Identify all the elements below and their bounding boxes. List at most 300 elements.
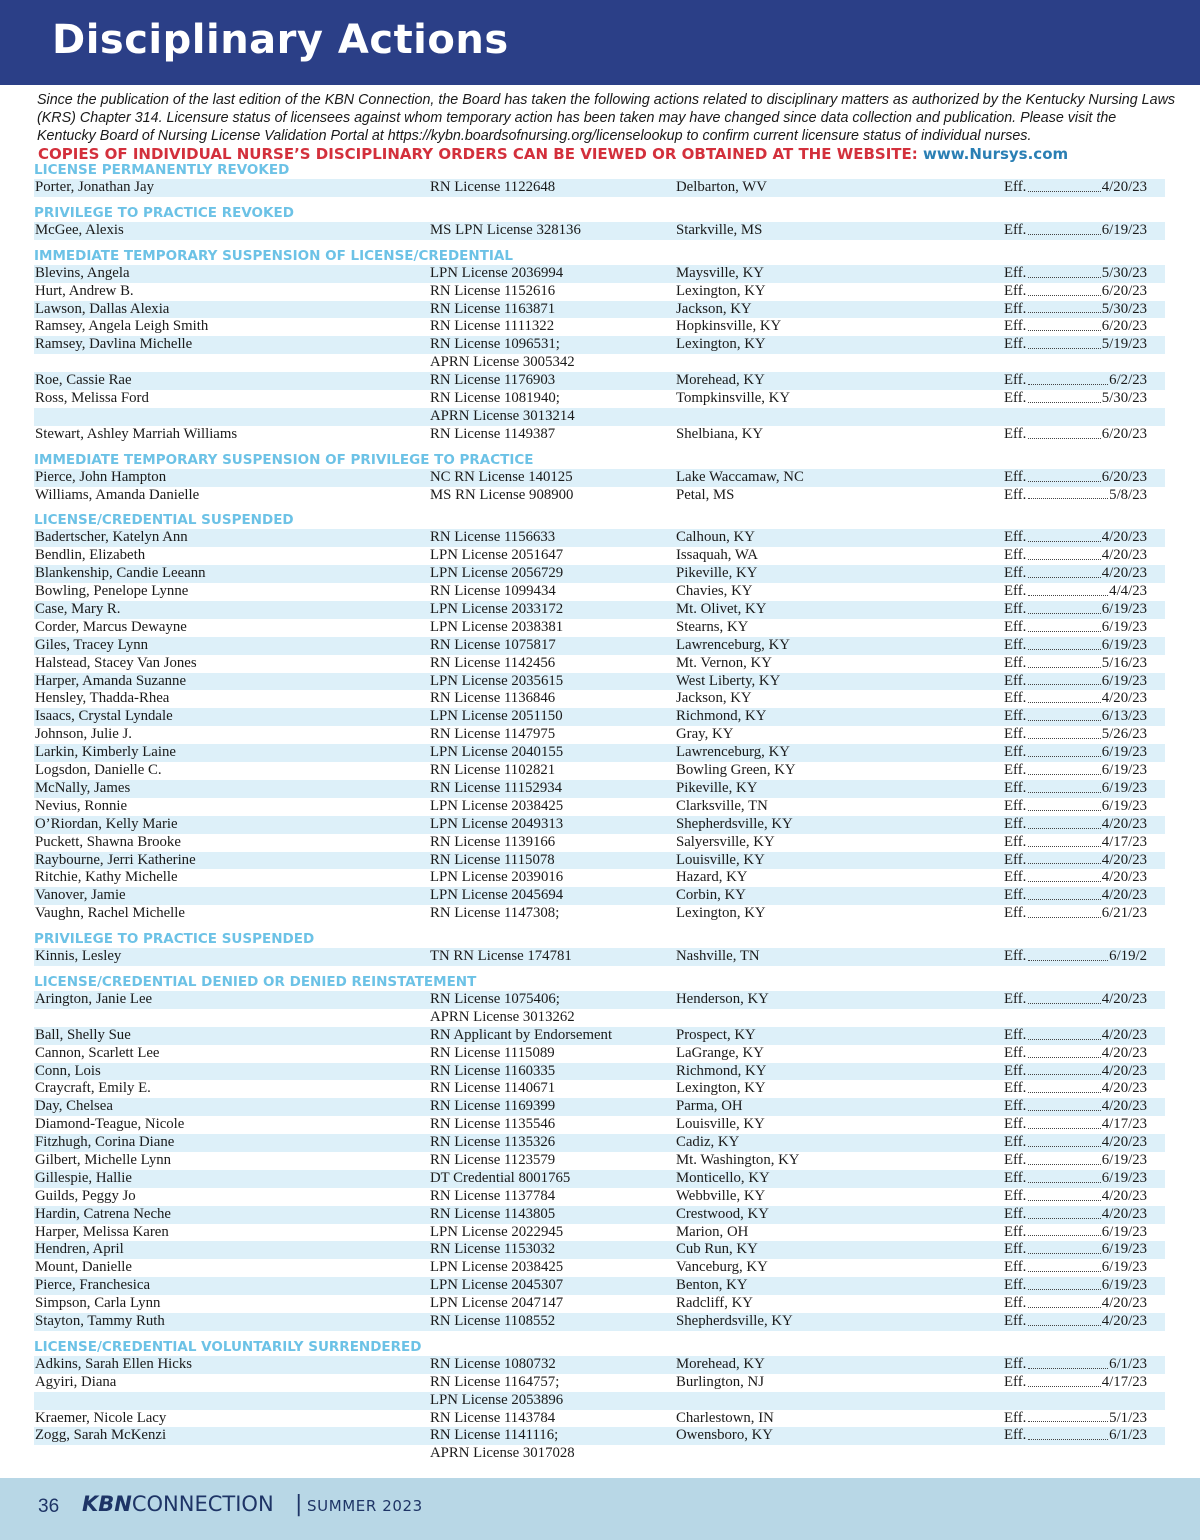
- licensee-name: Agyiri, Diana: [35, 1373, 117, 1390]
- dot-leader: [1028, 565, 1100, 578]
- date-value: 4/20/23: [1101, 1134, 1147, 1151]
- license-number: LPN License 2033172: [430, 601, 564, 618]
- dot-leader: [1028, 547, 1100, 560]
- section-7: [34, 1339, 1165, 1463]
- table-row: [34, 1080, 1165, 1098]
- section-1: [34, 205, 1165, 240]
- dot-leader: [1028, 1374, 1100, 1387]
- effective-date: [1004, 690, 1147, 708]
- license-number: LPN License 2040155: [430, 744, 564, 761]
- eff-label: Eff.: [1004, 744, 1027, 761]
- licensee-name: McNally, James: [35, 779, 131, 796]
- license-number: RN License 1153032: [430, 1241, 556, 1258]
- licensee-name: Corder, Marcus Dewayne: [35, 618, 187, 635]
- location: Jackson, KY: [676, 300, 752, 317]
- dot-leader: [1028, 301, 1100, 314]
- effective-date: [1004, 1241, 1147, 1259]
- license-number: LPN License 2022945: [430, 1223, 564, 1240]
- eff-label: Eff.: [1004, 815, 1027, 832]
- licensee-name: Ritchie, Kathy Michelle: [35, 869, 178, 886]
- location: Owensboro, KY: [676, 1427, 773, 1444]
- effective-date: [1004, 673, 1147, 691]
- location: Lake Waccamaw, NC: [676, 468, 804, 485]
- location: Tompkinsville, KY: [676, 390, 791, 407]
- eff-label: Eff.: [1004, 779, 1027, 796]
- license-number: MS LPN License 328136: [430, 221, 581, 238]
- effective-date: [1004, 1427, 1147, 1445]
- license-number: LPN License 2045694: [430, 887, 564, 904]
- table-row: [34, 1045, 1165, 1063]
- table-row: [34, 1170, 1165, 1188]
- effective-date: [1004, 798, 1147, 816]
- dot-leader: [1028, 1313, 1100, 1326]
- date-value: 5/30/23: [1101, 264, 1147, 281]
- eff-label: Eff.: [1004, 762, 1027, 779]
- dot-leader: [1028, 619, 1100, 632]
- date-value: 5/30/23: [1101, 300, 1147, 317]
- table-row: [34, 1188, 1165, 1206]
- location: Mt. Washington, KY: [676, 1151, 800, 1168]
- date-value: 6/13/23: [1101, 708, 1147, 725]
- table-row: [34, 1027, 1165, 1045]
- disciplinary-list: [34, 162, 1165, 1471]
- eff-label: Eff.: [1004, 565, 1027, 582]
- table-row: [34, 1241, 1165, 1259]
- effective-date: [1004, 991, 1147, 1009]
- license-number: RN License 1176903: [430, 372, 556, 389]
- effective-date: [1004, 869, 1147, 887]
- licensee-name: [34, 1445, 430, 1463]
- licensee-name: Halstead, Stacey Van Jones: [35, 654, 197, 671]
- dot-leader: [1028, 798, 1100, 811]
- location: Marion, OH: [676, 1223, 749, 1240]
- table-row: [34, 1134, 1165, 1152]
- table-row: [34, 179, 1165, 197]
- table-row: [34, 816, 1165, 834]
- eff-label: Eff.: [1004, 690, 1027, 707]
- location: Cadiz, KY: [676, 1134, 740, 1151]
- eff-label: Eff.: [1004, 1427, 1027, 1444]
- license-number: RN License 1111322: [430, 318, 555, 335]
- location: Salyersville, KY: [676, 833, 775, 850]
- location: Prospect, KY: [676, 1026, 756, 1043]
- licensee-name: Vanover, Jamie: [35, 887, 126, 904]
- effective-date: [1004, 565, 1147, 583]
- license-number: LPN License 2038381: [430, 618, 564, 635]
- location: Nashville, TN: [676, 948, 760, 965]
- eff-label: Eff.: [1004, 833, 1027, 850]
- table-row: [34, 798, 1165, 816]
- effective-date: [1004, 816, 1147, 834]
- location: Lexington, KY: [676, 282, 766, 299]
- effective-date: [1004, 1259, 1147, 1277]
- section-title: LICENSE/CREDENTIAL DENIED OR DENIED REINSTATEMENT: [34, 973, 477, 990]
- table-row: [34, 1224, 1165, 1242]
- license-number: RN Applicant by Endorsement: [430, 1026, 613, 1043]
- location: Shepherdsville, KY: [676, 815, 793, 832]
- license-number: DT Credential 8001765: [430, 1169, 571, 1186]
- dot-leader: [1028, 1356, 1108, 1369]
- eff-label: Eff.: [1004, 221, 1027, 238]
- table-row: [34, 565, 1165, 583]
- licensee-name: Williams, Amanda Danielle: [35, 486, 200, 503]
- eff-label: Eff.: [1004, 486, 1027, 503]
- effective-date: [1004, 780, 1147, 798]
- licensee-name: [34, 408, 430, 426]
- dot-leader: [1028, 1045, 1100, 1058]
- license-number: RN License 1096531;: [430, 336, 560, 353]
- license-number: LPN License 2051647: [430, 547, 564, 564]
- date-value: 6/19/23: [1101, 618, 1147, 635]
- location: Radcliff, KY: [676, 1295, 753, 1312]
- effective-date: [1004, 834, 1147, 852]
- date-value: 6/19/23: [1101, 1277, 1147, 1294]
- section-title: PRIVILEGE TO PRACTICE SUSPENDED: [34, 931, 315, 948]
- dot-leader: [1028, 318, 1100, 331]
- date-value: 5/8/23: [1109, 486, 1147, 503]
- location: Henderson, KY: [676, 990, 769, 1007]
- table-row: [34, 1152, 1165, 1170]
- effective-date: [1004, 1392, 1147, 1410]
- dot-leader: [1028, 469, 1100, 482]
- dot-leader: [1028, 816, 1100, 829]
- date-value: 4/20/23: [1101, 529, 1147, 546]
- location: [676, 1445, 1004, 1463]
- eff-label: Eff.: [1004, 318, 1027, 335]
- effective-date: [1004, 1374, 1147, 1392]
- dot-leader: [1028, 637, 1100, 650]
- date-value: 6/20/23: [1101, 425, 1147, 442]
- table-row: [34, 222, 1165, 240]
- licensee-name: Arington, Janie Lee: [35, 990, 153, 1007]
- header-banner: [0, 0, 1200, 85]
- license-number: RN License 1135546: [430, 1116, 556, 1133]
- dot-leader: [1028, 1116, 1100, 1129]
- licensee-name: Porter, Jonathan Jay: [35, 179, 154, 195]
- license-number: LPN License 2056729: [430, 565, 564, 582]
- location: Richmond, KY: [676, 1062, 767, 1079]
- eff-label: Eff.: [1004, 726, 1027, 743]
- table-row: [34, 619, 1165, 637]
- table-row: [34, 601, 1165, 619]
- section-title: LICENSE PERMANENTLY REVOKED: [34, 162, 290, 178]
- date-value: 6/20/23: [1101, 282, 1147, 299]
- date-value: 4/20/23: [1101, 815, 1147, 832]
- eff-label: Eff.: [1004, 425, 1027, 442]
- date-value: 6/19/23: [1101, 636, 1147, 653]
- table-row: [34, 336, 1165, 354]
- location: Petal, MS: [676, 486, 735, 503]
- dot-leader: [1028, 1410, 1108, 1423]
- eff-label: Eff.: [1004, 905, 1027, 922]
- licensee-name: Stayton, Tammy Ruth: [35, 1312, 165, 1329]
- location: Pikeville, KY: [676, 779, 758, 796]
- nursys-link[interactable]: www.Nursys.com: [923, 145, 1069, 163]
- licensee-name: Nevius, Ronnie: [35, 797, 128, 814]
- effective-date: [1004, 336, 1147, 354]
- license-number: RN License 1122648: [430, 179, 556, 195]
- date-value: 5/30/23: [1101, 390, 1147, 407]
- eff-label: Eff.: [1004, 1134, 1027, 1151]
- effective-date: [1004, 1027, 1147, 1045]
- table-row: [34, 708, 1165, 726]
- effective-date: [1004, 1116, 1147, 1134]
- table-row: [34, 1410, 1165, 1428]
- date-value: 4/20/23: [1101, 851, 1147, 868]
- date-value: 4/20/23: [1101, 1026, 1147, 1043]
- licensee-name: Blevins, Angela: [35, 264, 130, 281]
- effective-date: [1004, 601, 1147, 619]
- date-value: 4/20/23: [1101, 990, 1147, 1007]
- effective-date: [1004, 1410, 1147, 1428]
- license-number: TN RN License 174781: [430, 948, 572, 965]
- eff-label: Eff.: [1004, 797, 1027, 814]
- licensee-name: Hendren, April: [35, 1241, 124, 1258]
- eff-label: Eff.: [1004, 851, 1027, 868]
- eff-label: Eff.: [1004, 1098, 1027, 1115]
- table-row: [34, 372, 1165, 390]
- effective-date: [1004, 487, 1147, 505]
- table-row: [34, 673, 1165, 691]
- effective-date: [1004, 265, 1147, 283]
- table-row: [34, 318, 1165, 336]
- date-value: 5/19/23: [1101, 336, 1147, 353]
- effective-date: [1004, 318, 1147, 336]
- location: Burlington, NJ: [676, 1373, 764, 1390]
- date-value: 6/19/23: [1101, 672, 1147, 689]
- dot-leader: [1028, 390, 1100, 403]
- effective-date: [1004, 762, 1147, 780]
- page-footer: [0, 1478, 1200, 1540]
- location: Corbin, KY: [676, 887, 746, 904]
- date-value: 4/20/23: [1101, 1295, 1147, 1312]
- location: Chavies, KY: [676, 583, 753, 600]
- dot-leader: [1028, 762, 1100, 775]
- brand-connection: CONNECTION: [131, 1492, 274, 1516]
- license-number: RN License 1080732: [430, 1355, 556, 1372]
- license-number: RN License 1149387: [430, 425, 556, 442]
- licensee-name: Stewart, Ashley Marriah Williams: [35, 425, 238, 442]
- license-number: RN License 1164757;: [430, 1373, 560, 1390]
- eff-label: Eff.: [1004, 1116, 1027, 1133]
- license-number: RN License 1160335: [430, 1062, 556, 1079]
- date-value: 6/20/23: [1101, 468, 1147, 485]
- licensee-name: McGee, Alexis: [35, 221, 124, 238]
- table-row: [34, 1009, 1165, 1027]
- licensee-name: Simpson, Carla Lynn: [35, 1295, 161, 1312]
- license-number: LPN License 2035615: [430, 672, 564, 689]
- licensee-name: Bowling, Penelope Lynne: [35, 583, 189, 600]
- dot-leader: [1028, 601, 1100, 614]
- licensee-name: Diamond-Teague, Nicole: [35, 1116, 185, 1133]
- effective-date: [1004, 529, 1147, 547]
- location: Starkville, MS: [676, 221, 763, 238]
- table-row: [34, 1392, 1165, 1410]
- date-value: 6/19/23: [1101, 601, 1147, 618]
- effective-date: [1004, 637, 1147, 655]
- eff-label: Eff.: [1004, 1259, 1027, 1276]
- license-number: RN License 11152934: [430, 779, 563, 796]
- effective-date: [1004, 1445, 1147, 1463]
- page-title: Disciplinary Actions: [52, 17, 509, 63]
- license-number: RN License 1163871: [430, 300, 556, 317]
- license-number: RN License 1143784: [430, 1409, 556, 1426]
- license-number: APRN License 3013214: [430, 407, 575, 424]
- location: [676, 354, 1004, 372]
- issue-label: SUMMER 2023: [307, 1497, 423, 1515]
- license-number: RN License 1075817: [430, 636, 556, 653]
- table-row: [34, 869, 1165, 887]
- location: Calhoun, KY: [676, 529, 755, 546]
- table-row: [34, 834, 1165, 852]
- license-number: RN License 1099434: [430, 583, 556, 600]
- dot-leader: [1028, 673, 1100, 686]
- license-number: RN License 1142456: [430, 654, 556, 671]
- location: Morehead, KY: [676, 1355, 765, 1372]
- dot-leader: [1028, 372, 1108, 385]
- eff-label: Eff.: [1004, 1277, 1027, 1294]
- licensee-name: Hensley, Thadda-Rhea: [35, 690, 170, 707]
- licensee-name: Kinnis, Lesley: [35, 948, 122, 965]
- effective-date: [1004, 1206, 1147, 1224]
- section-5: [34, 931, 1165, 966]
- eff-label: Eff.: [1004, 654, 1027, 671]
- date-value: 6/19/23: [1101, 744, 1147, 761]
- section-title: LICENSE/CREDENTIAL SUSPENDED: [34, 512, 294, 529]
- dot-leader: [1028, 780, 1100, 793]
- dot-leader: [1028, 1063, 1100, 1076]
- table-row: [34, 690, 1165, 708]
- dot-leader: [1028, 1027, 1100, 1040]
- location: Delbarton, WV: [676, 179, 767, 195]
- eff-label: Eff.: [1004, 390, 1027, 407]
- location: Benton, KY: [676, 1277, 748, 1294]
- table-row: [34, 583, 1165, 601]
- table-row: [34, 762, 1165, 780]
- license-number: APRN License 3013262: [430, 1008, 575, 1025]
- dot-leader: [1028, 426, 1100, 439]
- licensee-name: Guilds, Peggy Jo: [35, 1187, 136, 1204]
- license-number: RN License 1115089: [430, 1044, 555, 1061]
- licensee-name: Ball, Shelly Sue: [35, 1026, 131, 1043]
- licensee-name: Fitzhugh, Corina Diane: [35, 1134, 175, 1151]
- section-title: PRIVILEGE TO PRACTICE REVOKED: [34, 204, 294, 221]
- date-value: 4/20/23: [1101, 690, 1147, 707]
- table-row: [34, 637, 1165, 655]
- date-value: 6/19/23: [1101, 1151, 1147, 1168]
- effective-date: [1004, 1224, 1147, 1242]
- licensee-name: Day, Chelsea: [35, 1098, 113, 1115]
- license-number: RN License 1102821: [430, 762, 556, 779]
- table-row: [34, 1116, 1165, 1134]
- location: Gray, KY: [676, 726, 734, 743]
- dot-leader: [1028, 222, 1100, 235]
- licensee-name: Vaughn, Rachel Michelle: [35, 905, 185, 922]
- date-value: 6/19/23: [1101, 762, 1147, 779]
- effective-date: [1004, 655, 1147, 673]
- licensee-name: Isaacs, Crystal Lyndale: [35, 708, 173, 725]
- license-number: RN License 1123579: [430, 1151, 556, 1168]
- eff-label: Eff.: [1004, 372, 1027, 389]
- dot-leader: [1028, 655, 1100, 668]
- table-row: [34, 887, 1165, 905]
- effective-date: [1004, 1045, 1147, 1063]
- date-value: 4/4/23: [1109, 583, 1147, 600]
- section-3: [34, 452, 1165, 505]
- date-value: 6/19/23: [1101, 797, 1147, 814]
- licensee-name: Zogg, Sarah McKenzi: [35, 1427, 167, 1444]
- licensee-name: Cannon, Scarlett Lee: [35, 1044, 160, 1061]
- table-row: [34, 852, 1165, 870]
- location: Clarksville, TN: [676, 797, 768, 814]
- location: Charlestown, IN: [676, 1409, 774, 1426]
- effective-date: [1004, 1152, 1147, 1170]
- dot-leader: [1028, 283, 1100, 296]
- table-row: [34, 991, 1165, 1009]
- table-row: [34, 487, 1165, 505]
- eff-label: Eff.: [1004, 547, 1027, 564]
- licensee-name: Case, Mary R.: [35, 601, 121, 618]
- location: Shelbiana, KY: [676, 425, 764, 442]
- licensee-name: Hurt, Andrew B.: [35, 282, 134, 299]
- dot-leader: [1028, 744, 1100, 757]
- effective-date: [1004, 1313, 1147, 1331]
- date-value: 6/2/23: [1109, 372, 1147, 389]
- page-number: 36: [38, 1496, 60, 1517]
- dot-leader: [1028, 529, 1100, 542]
- license-number: RN License 1143805: [430, 1205, 556, 1222]
- intro-paragraph: Since the publication of the last edition of the KBN Connection, the Board has taken the following actions related to disciplinary matters as authorized by the Kentucky Nursing Laws (KRS) Chapter 314. Licensure status of licensees against whom temporary action has been taken may have changed since data collection and publication. Please visit the Kentucky Board of Nursing License Validation Portal at https://kybn.boardsofnursing.org/licenselookup to confirm current licensure status of individual nurses.: [37, 92, 1176, 144]
- license-number: LPN License 2051150: [430, 708, 563, 725]
- eff-label: Eff.: [1004, 1187, 1027, 1204]
- date-value: 4/20/23: [1101, 1098, 1147, 1115]
- eff-label: Eff.: [1004, 990, 1027, 1007]
- effective-date: [1004, 726, 1147, 744]
- section-6: [34, 974, 1165, 1331]
- eff-label: Eff.: [1004, 1373, 1027, 1390]
- licensee-name: Pierce, John Hampton: [35, 468, 167, 485]
- location: [676, 1009, 1004, 1027]
- licensee-name: Kraemer, Nicole Lacy: [35, 1409, 167, 1426]
- eff-label: Eff.: [1004, 948, 1027, 965]
- notice-text: COPIES OF INDIVIDUAL NURSE’S DISCIPLINARY ORDERS CAN BE VIEWED OR OBTAINED AT THE WEBSITE:: [38, 145, 918, 163]
- license-number: LPN License 2047147: [430, 1295, 564, 1312]
- location: Lawrenceburg, KY: [676, 744, 790, 761]
- date-value: 6/1/23: [1109, 1427, 1147, 1444]
- eff-label: Eff.: [1004, 1205, 1027, 1222]
- effective-date: [1004, 1277, 1147, 1295]
- date-value: 4/20/23: [1101, 565, 1147, 582]
- license-number: RN License 1136846: [430, 690, 556, 707]
- location: Crestwood, KY: [676, 1205, 769, 1222]
- effective-date: [1004, 744, 1147, 762]
- date-value: 6/19/23: [1101, 221, 1147, 238]
- date-value: 6/19/23: [1101, 779, 1147, 796]
- dot-leader: [1028, 1170, 1100, 1183]
- licensee-name: Harper, Melissa Karen: [35, 1223, 169, 1240]
- effective-date: [1004, 547, 1147, 565]
- location: LaGrange, KY: [676, 1044, 764, 1061]
- license-number: LPN License 2045307: [430, 1277, 564, 1294]
- eff-label: Eff.: [1004, 529, 1027, 546]
- table-row: [34, 1356, 1165, 1374]
- license-number: RN License 1115078: [430, 851, 555, 868]
- effective-date: [1004, 222, 1147, 240]
- date-value: 6/19/23: [1101, 1259, 1147, 1276]
- effective-date: [1004, 1134, 1147, 1152]
- date-value: 5/16/23: [1101, 654, 1147, 671]
- table-row: [34, 547, 1165, 565]
